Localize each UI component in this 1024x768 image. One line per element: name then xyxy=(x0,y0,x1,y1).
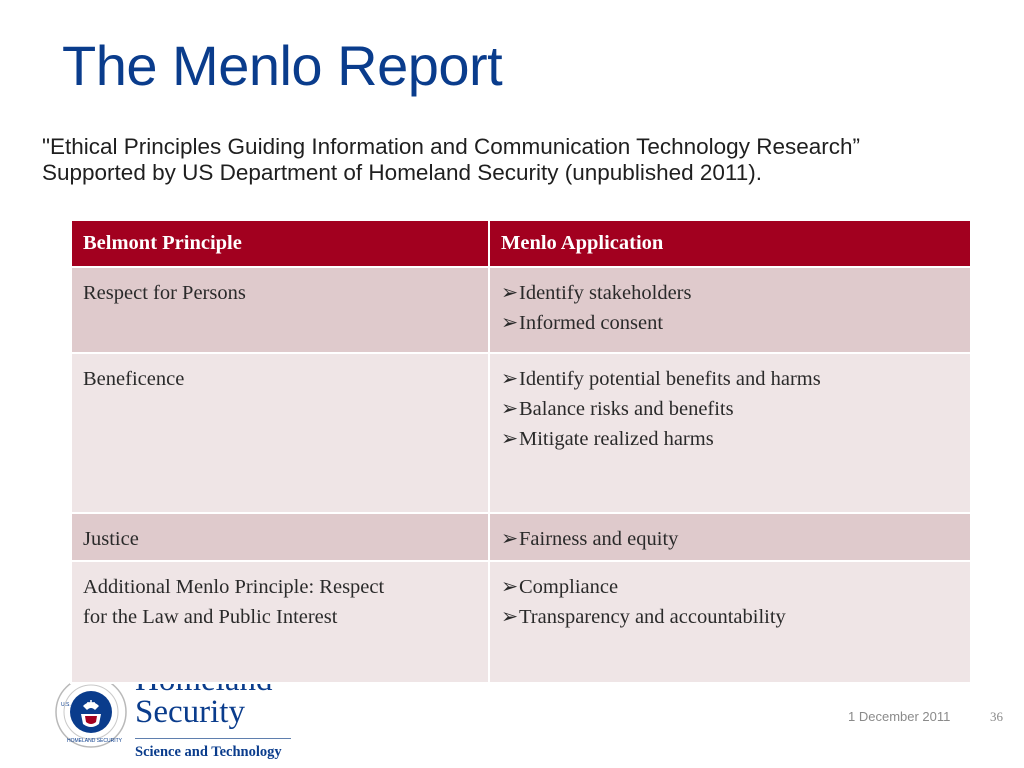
principles-table xyxy=(70,219,972,684)
principle-line: for the Law and Public Interest xyxy=(83,606,338,628)
principle-cell: Justice xyxy=(71,513,489,561)
table-row xyxy=(71,353,971,513)
application-cell xyxy=(489,353,971,513)
application-item: ➢Fairness and equity xyxy=(501,524,959,554)
arrow-bullet-icon: ➢ xyxy=(501,576,519,598)
table-row xyxy=(71,561,971,683)
slide-title: The Menlo Report xyxy=(62,34,503,97)
subtitle-line-1: "Ethical Principles Guiding Information and Communication Technology Research” xyxy=(42,134,860,159)
logo-word-security: Security xyxy=(135,694,245,730)
table-row xyxy=(71,513,971,561)
application-cell xyxy=(489,513,971,561)
table-row xyxy=(71,267,971,353)
arrow-bullet-icon: ➢ xyxy=(501,282,519,304)
principle-line: Additional Menlo Principle: Respect xyxy=(83,576,385,598)
application-item: ➢Compliance xyxy=(501,572,959,602)
application-item: ➢Identify stakeholders xyxy=(501,278,959,308)
subtitle-line-2: Supported by US Department of Homeland Security (unpublished 2011). xyxy=(42,160,762,185)
header-belmont-principle: Belmont Principle xyxy=(71,220,489,267)
application-item: ➢Informed consent xyxy=(501,308,959,338)
application-cell xyxy=(489,561,971,683)
seal-text-left: U.S. xyxy=(61,702,71,708)
logo-divider xyxy=(135,738,291,739)
arrow-bullet-icon: ➢ xyxy=(501,528,519,550)
application-item: ➢Mitigate realized harms xyxy=(501,424,959,454)
footer-date: 1 December 2011 xyxy=(848,709,951,724)
application-item: ➢Identify potential benefits and harms xyxy=(501,364,959,394)
application-item: ➢Balance risks and benefits xyxy=(501,394,959,424)
principle-cell: Beneficence xyxy=(71,353,489,513)
table-header-row xyxy=(71,220,971,267)
page-number: 36 xyxy=(990,709,1003,724)
seal-text-bottom: HOMELAND SECURITY xyxy=(67,738,123,744)
application-cell xyxy=(489,267,971,353)
logo-subtitle: Science and Technology xyxy=(135,744,282,760)
arrow-bullet-icon: ➢ xyxy=(501,428,519,450)
principle-cell: Respect for Persons xyxy=(71,267,489,353)
arrow-bullet-icon: ➢ xyxy=(501,606,519,628)
arrow-bullet-icon: ➢ xyxy=(501,398,519,420)
principle-cell xyxy=(71,561,489,683)
header-menlo-application: Menlo Application xyxy=(489,220,971,267)
slide-subtitle xyxy=(42,134,1002,186)
arrow-bullet-icon: ➢ xyxy=(501,368,519,390)
arrow-bullet-icon: ➢ xyxy=(501,312,519,334)
application-item: ➢Transparency and accountability xyxy=(501,602,959,632)
dhs-seal-icon xyxy=(55,676,127,748)
